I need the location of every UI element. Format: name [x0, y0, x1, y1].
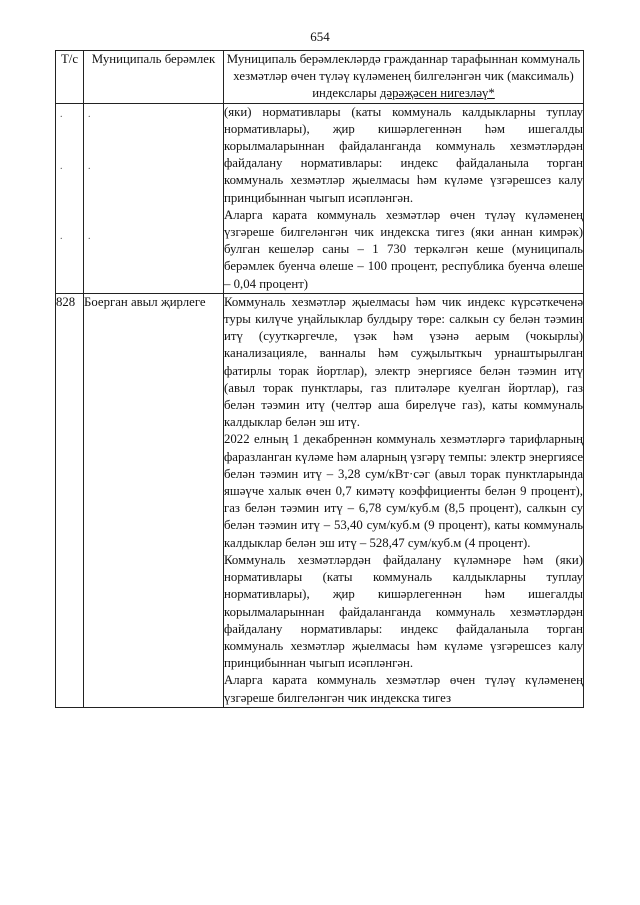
row-name-cell: Боерган авыл җирлеге — [84, 293, 224, 707]
row-text-cell — [224, 103, 584, 293]
table-row — [56, 103, 584, 293]
row-text-cell — [224, 293, 584, 707]
continuation-mark: . — [88, 160, 91, 172]
continuation-mark: . — [60, 108, 63, 120]
text-paragraph: Коммуналь хезмәтләр җыелмасы һәм чик индекс күрсәткеченә туры килүче уңайлыклар булдыру төре: салкын су белән тәэмин итү (сууткәргечле, үзәк һәм үзәнә аерым (чокырлы) канализацияле, ванналы һәм суҗылыткыч урнаштырылган фатирлы торак йортлар), электр энергиясе белән тәэмин итү (авыл торак пунктлары, газ плитәләре куелган йортлар), газ белән тәэмин итү (челтәр аша бирелүче газ), каты коммуналь калдыклар белән эш итү. — [224, 294, 583, 430]
table-row — [56, 293, 584, 707]
header-number: Т/с — [56, 51, 84, 104]
indices-table — [55, 50, 584, 708]
row-number-cell — [56, 103, 84, 293]
header-justification-underlined: дәрәҗәсен нигезләү* — [379, 86, 495, 101]
continuation-mark: . — [88, 230, 91, 242]
continuation-mark: . — [60, 230, 63, 242]
header-justification-main: Муниципаль берәмлекләрдә гражданнар тарафыннан коммуналь хезмәтләр өчен түләү күләменең билгеләнгән чик (максималь) индекслары — [226, 52, 581, 101]
text-paragraph: 2022 елның 1 декабреннән коммуналь хезмәтләргә тарифларның фаразланган күләме һәм аларның үзгәрү темпы: электр энергиясе белән тәэмин итү – 3,28 сум/кВт·сәг (авыл торак пунктларында яшәүче халык өчен 0,7 кимәтү коэффициенты белән 9 процент), газ белән тәэмин итү – 6,78 сум/куб.м (8,5 процент), салкын су белән тәэмин итү – 53,40 сум/куб.м (9 процент), каты коммуналь калдыклар белән эш итү – 528,47 сум/куб.м (4 процент). — [224, 432, 583, 550]
text-paragraph: Аларга карата коммуналь хезмәтләр өчен түләү күләменең үзгәреше билгеләнгән чик индекска тигез (яки аннан кимрәк) булган кешеләр саны – 1 730 теркәлгән кеше (муниципаль берәмлек буенча өлеше – 100 процент, республика буенча өлеше – 0,04 процент) — [224, 207, 583, 291]
header-municipality: Муниципаль берәмлек — [84, 51, 224, 104]
text-paragraph: (яки) нормативлары (каты коммуналь калдыкларны туплау нормативлары), җир кишәрлегеннән һәм ишегалды корылмаларыннан файдаланганда коммуналь хезмәтләрдән файдалану нормативлары: индекс файдаланыла торган коммуналь хезмәтләр җыелмасы һәм күләме үзгәрешсез калу принцибыннан чыгып исәпләнгән. — [224, 104, 583, 205]
page-number: 654 — [310, 29, 330, 44]
table-header-row — [56, 51, 584, 104]
continuation-mark: . — [88, 108, 91, 120]
text-paragraph: Аларга карата коммуналь хезмәтләр өчен түләү күләменең үзгәреше билгеләнгән чик индекска тигез — [224, 673, 583, 705]
row-name-cell — [84, 103, 224, 293]
continuation-mark: . — [60, 160, 63, 172]
row-number-cell: 828 — [56, 293, 84, 707]
text-paragraph: Коммуналь хезмәтләрдән файдалану күләмнәре һәм (яки) нормативлары (каты коммуналь калдыкларны туплау нормативлары), җир кишәрлегеннән һәм ишегалды корылмаларыннан файдаланганда коммуналь хезмәтләрдән файдалану нормативлары: индекс файдаланыла торган коммуналь хезмәтләр җыелмасы һәм күләме үзгәрешсез калу принцибыннан чыгып исәпләнгән. — [224, 552, 583, 671]
header-justification — [224, 51, 584, 104]
